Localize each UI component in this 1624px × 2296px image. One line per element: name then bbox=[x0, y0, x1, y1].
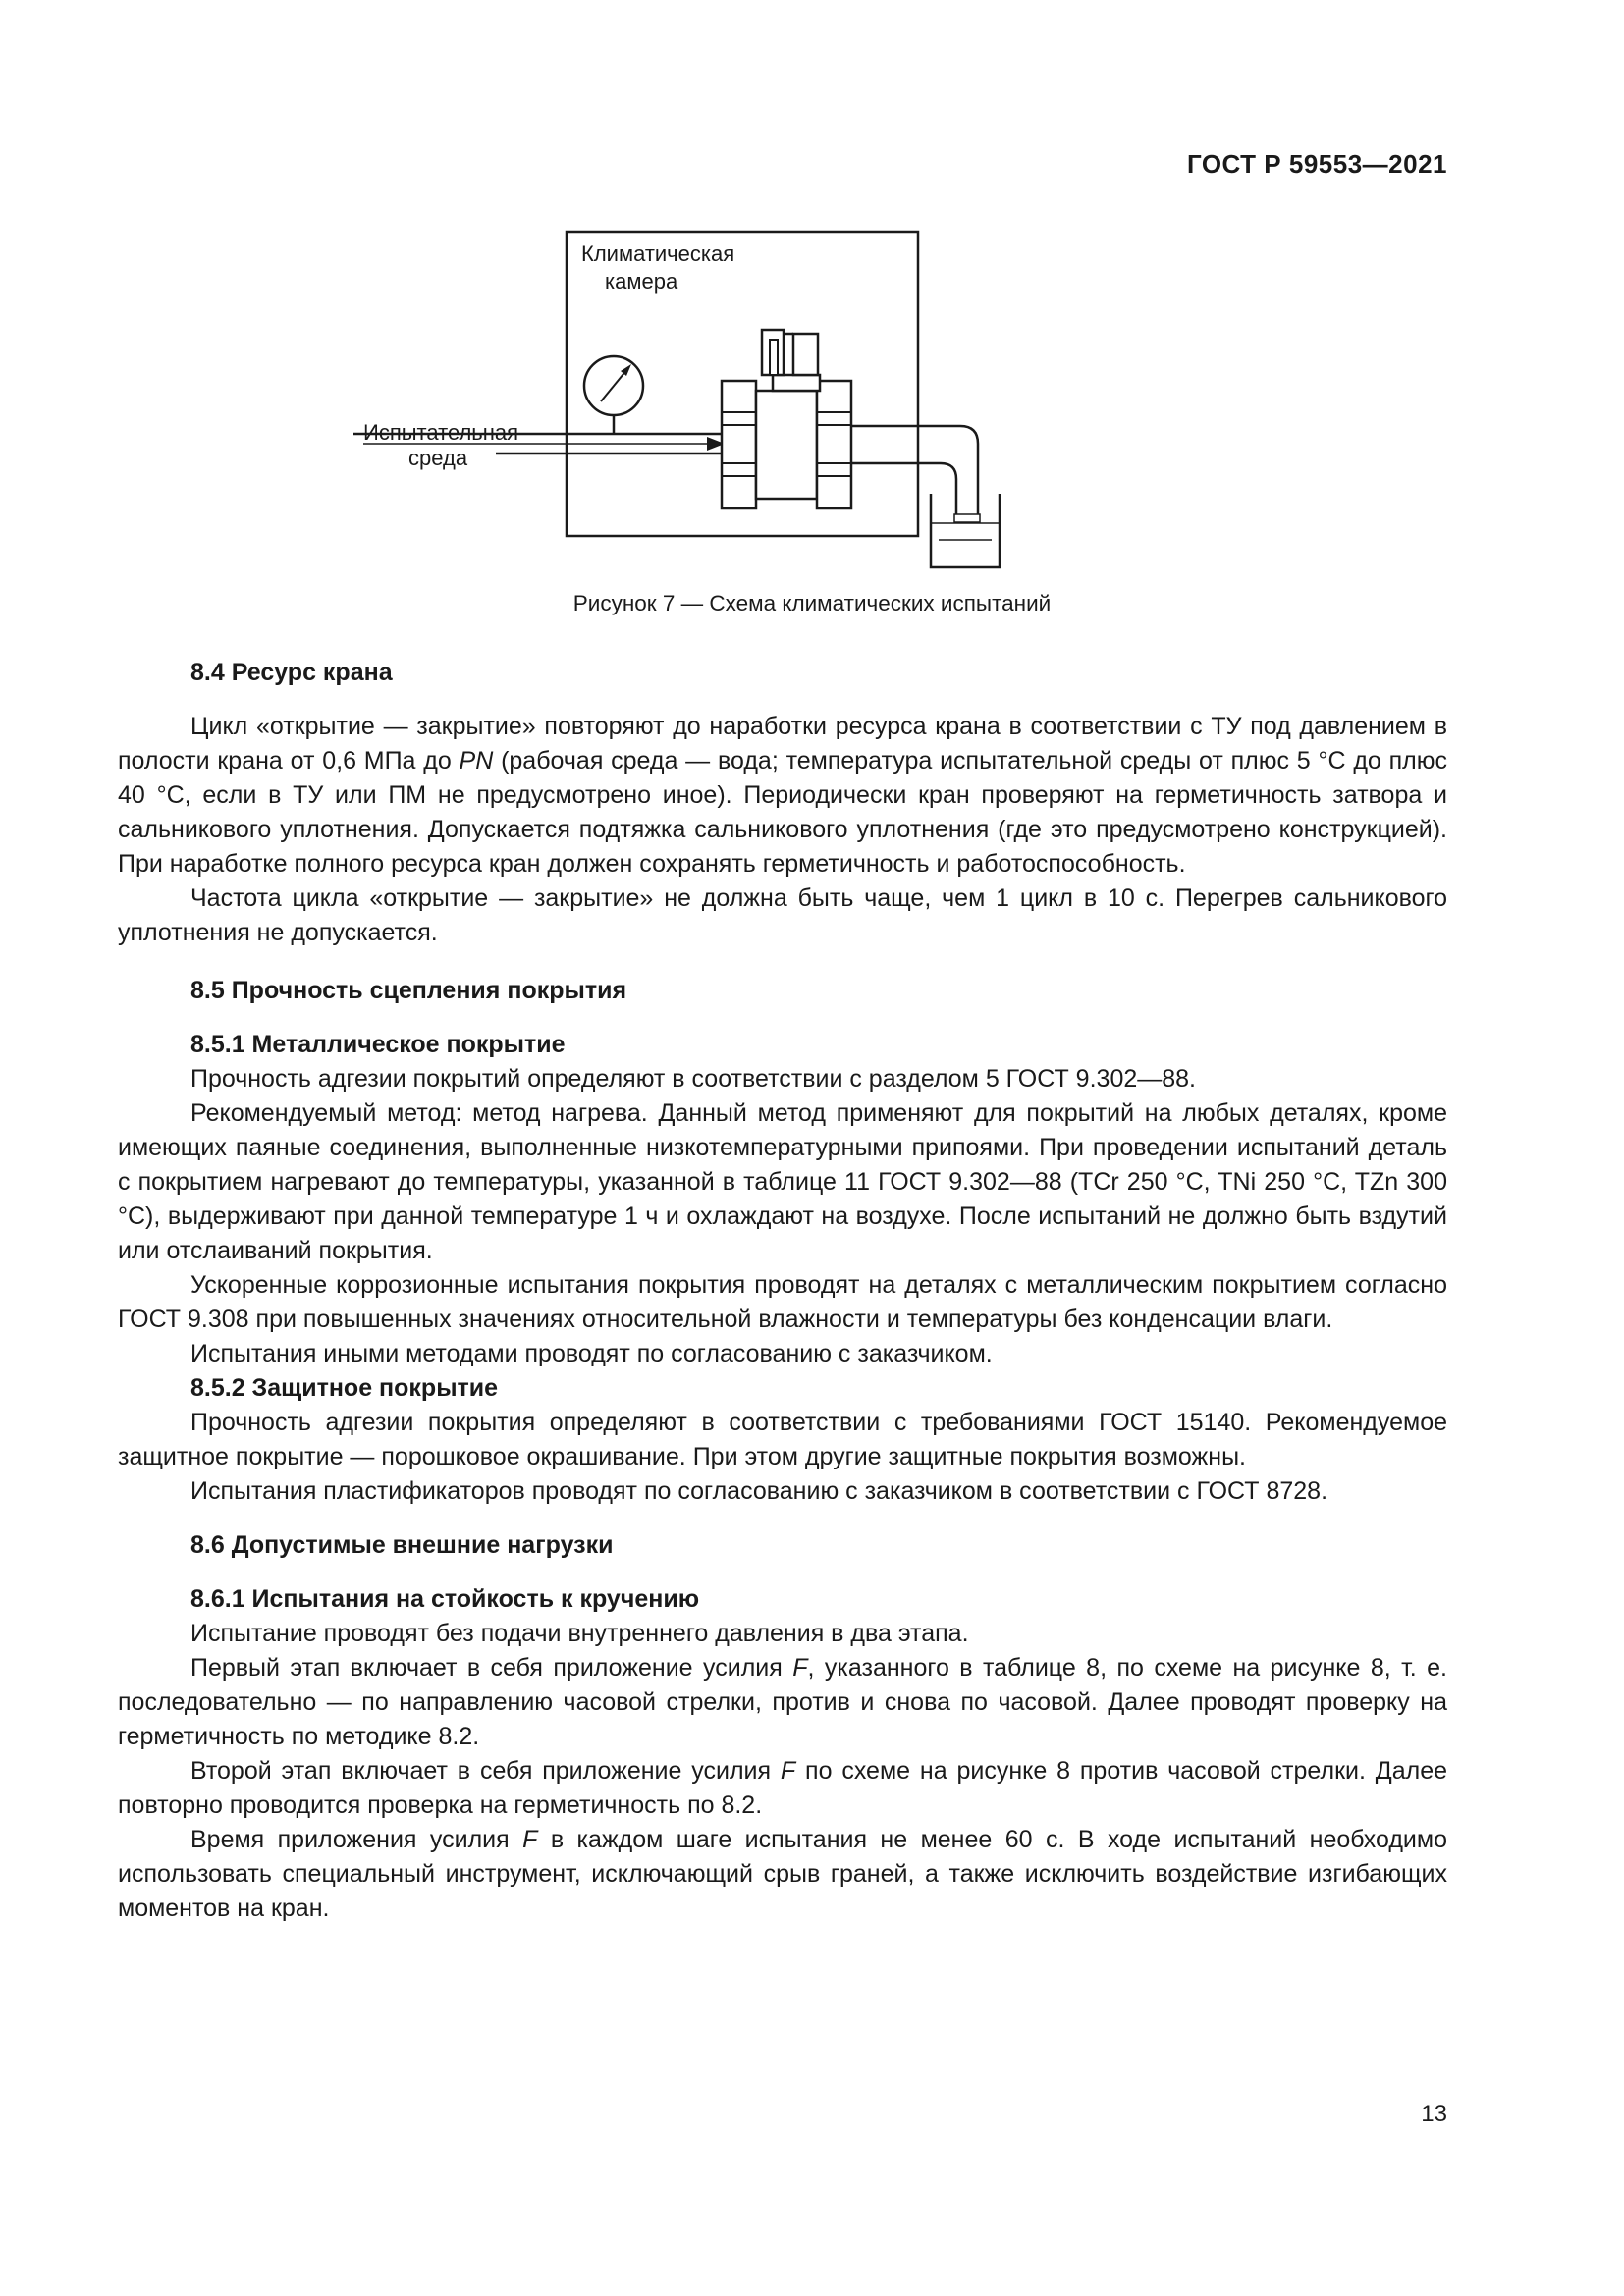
text-span: Первый этап включает в себя приложение усилия bbox=[190, 1654, 783, 1682]
section-8-5-1-paragraph-3: Ускоренные коррозионные испытания покрытия проводят на деталях с металлическим покрытием согласно ГОСТ 9.308 при повышенных значениях относительной влажности и температуры без конденсации влаги. bbox=[118, 1271, 1447, 1333]
document-header: ГОСТ Р 59553—2021 bbox=[1186, 149, 1447, 179]
section-8-6-title: 8.6 Допустимые внешние нагрузки bbox=[190, 1531, 614, 1559]
section-8-6-1-paragraph-3 bbox=[118, 1754, 1447, 1823]
valve-icon bbox=[722, 330, 851, 508]
figure-caption: Рисунок 7 — Схема климатических испытаний bbox=[572, 591, 1052, 615]
text-span: в каждом шаге испытания не менее 60 с. В ходе испытаний необходимо использовать специальный инструмент, исключающий срыв граней, а также исключить воздействие изгибающих моментов на кран. bbox=[118, 1826, 1447, 1922]
text-span: по схеме на рисунке 8 против часовой стрелки. Далее повторно проводится проверка на герметичность по 8.2. bbox=[118, 1757, 1447, 1819]
section-8-5-1-title: 8.5.1 Металлическое покрытие bbox=[190, 1031, 566, 1058]
text-span: Второй этап включает в себя приложение усилия bbox=[190, 1757, 772, 1785]
document-body bbox=[118, 656, 1447, 1926]
text-span: Цикл «открытие — закрытие» повторяют до наработки ресурса крана в соответствии с ТУ под давлением в полости крана от 0,6 МПа до bbox=[118, 713, 1447, 774]
medium-label-line2: среда bbox=[408, 446, 468, 470]
page-number: 13 bbox=[1421, 2101, 1447, 2127]
f-term: F bbox=[780, 1757, 796, 1785]
section-8-4-title: 8.4 Ресурс крана bbox=[190, 659, 393, 686]
section-8-4-paragraph-1 bbox=[118, 710, 1447, 881]
section-8-6-1-paragraph-4 bbox=[118, 1823, 1447, 1926]
section-8-6-1-title: 8.6.1 Испытания на стойкость к кручению bbox=[190, 1585, 700, 1613]
section-8-5-title: 8.5 Прочность сцепления покрытия bbox=[190, 977, 627, 1004]
section-8-4-paragraph-2: Частота цикла «открытие — закрытие» не должна быть чаще, чем 1 цикл в 10 с. Перегрев сальникового уплотнения не допускается. bbox=[118, 884, 1447, 946]
outlet-pipe bbox=[851, 426, 978, 520]
section-8-5-1-paragraph-1: Прочность адгезии покрытий определяют в соответствии с разделом 5 ГОСТ 9.302—88. bbox=[190, 1065, 1196, 1093]
section-8-5-2-title: 8.5.2 Защитное покрытие bbox=[190, 1374, 499, 1402]
text-span: (рабочая среда — вода; температура испытательной среды от плюс 5 °C до плюс 40 °C, если в ТУ или ПМ не предусмотрено иное). Периодически кран проверяют на герметичность затвора и сальникового уплотнения. Допускается подтяжка сальникового уплотнения (где это предусмотрено конструкцией). При наработке полного ресурса кран должен сохранять герметичность и работоспособность. bbox=[118, 747, 1447, 878]
pressure-gauge-icon bbox=[584, 356, 643, 434]
section-8-6-1-paragraph-2 bbox=[118, 1651, 1447, 1754]
text-span: , указанного в таблице 8, по схеме на рисунке 8, т. е. последовательно — по направлению часовой стрелки, против и снова по часовой. Далее проводят проверку на герметичность по методике 8.2. bbox=[118, 1654, 1447, 1750]
climatic-test-diagram bbox=[353, 224, 1159, 577]
pn-term: PN bbox=[459, 747, 494, 774]
section-8-5-2-paragraph-2: Испытания пластификаторов проводят по согласованию с заказчиком в соответствии с ГОСТ 8728. bbox=[190, 1477, 1328, 1505]
f-term: F bbox=[522, 1826, 538, 1853]
chamber-label-line1: Климатическая bbox=[581, 241, 735, 266]
text-span: Время приложения усилия bbox=[190, 1826, 510, 1853]
medium-label-line1: Испытательная bbox=[363, 420, 519, 445]
section-8-5-1-paragraph-2: Рекомендуемый метод: метод нагрева. Данный метод применяют для покрытий на любых деталях, кроме имеющих паяные соединения, выполненные низкотемпературными припоями. При проведении испытаний деталь с покрытием нагревают до температуры, указанной в таблице 11 ГОСТ 9.302—88 (TCr 250 °C, TNi 250 °C, TZn 300 °C), выдерживают при данной температуре 1 ч и охлаждают на воздухе. После испытаний не должно быть вздутий или отслаиваний покрытия. bbox=[118, 1099, 1447, 1264]
section-8-5-1-paragraph-4: Испытания иными методами проводят по согласованию с заказчиком. bbox=[190, 1340, 993, 1367]
water-vessel-icon bbox=[931, 494, 1000, 567]
section-8-5-2-paragraph-1: Прочность адгезии покрытия определяют в соответствии с требованиями ГОСТ 15140. Рекомендуемое защитное покрытие — порошковое окрашивание. При этом другие защитные покрытия возможны. bbox=[118, 1409, 1447, 1470]
diagram-svg bbox=[353, 224, 1159, 577]
section-8-6-1-paragraph-1: Испытание проводят без подачи внутреннего давления в два этапа. bbox=[190, 1620, 969, 1647]
chamber-label-line2: камера bbox=[605, 269, 678, 294]
f-term: F bbox=[792, 1654, 808, 1682]
